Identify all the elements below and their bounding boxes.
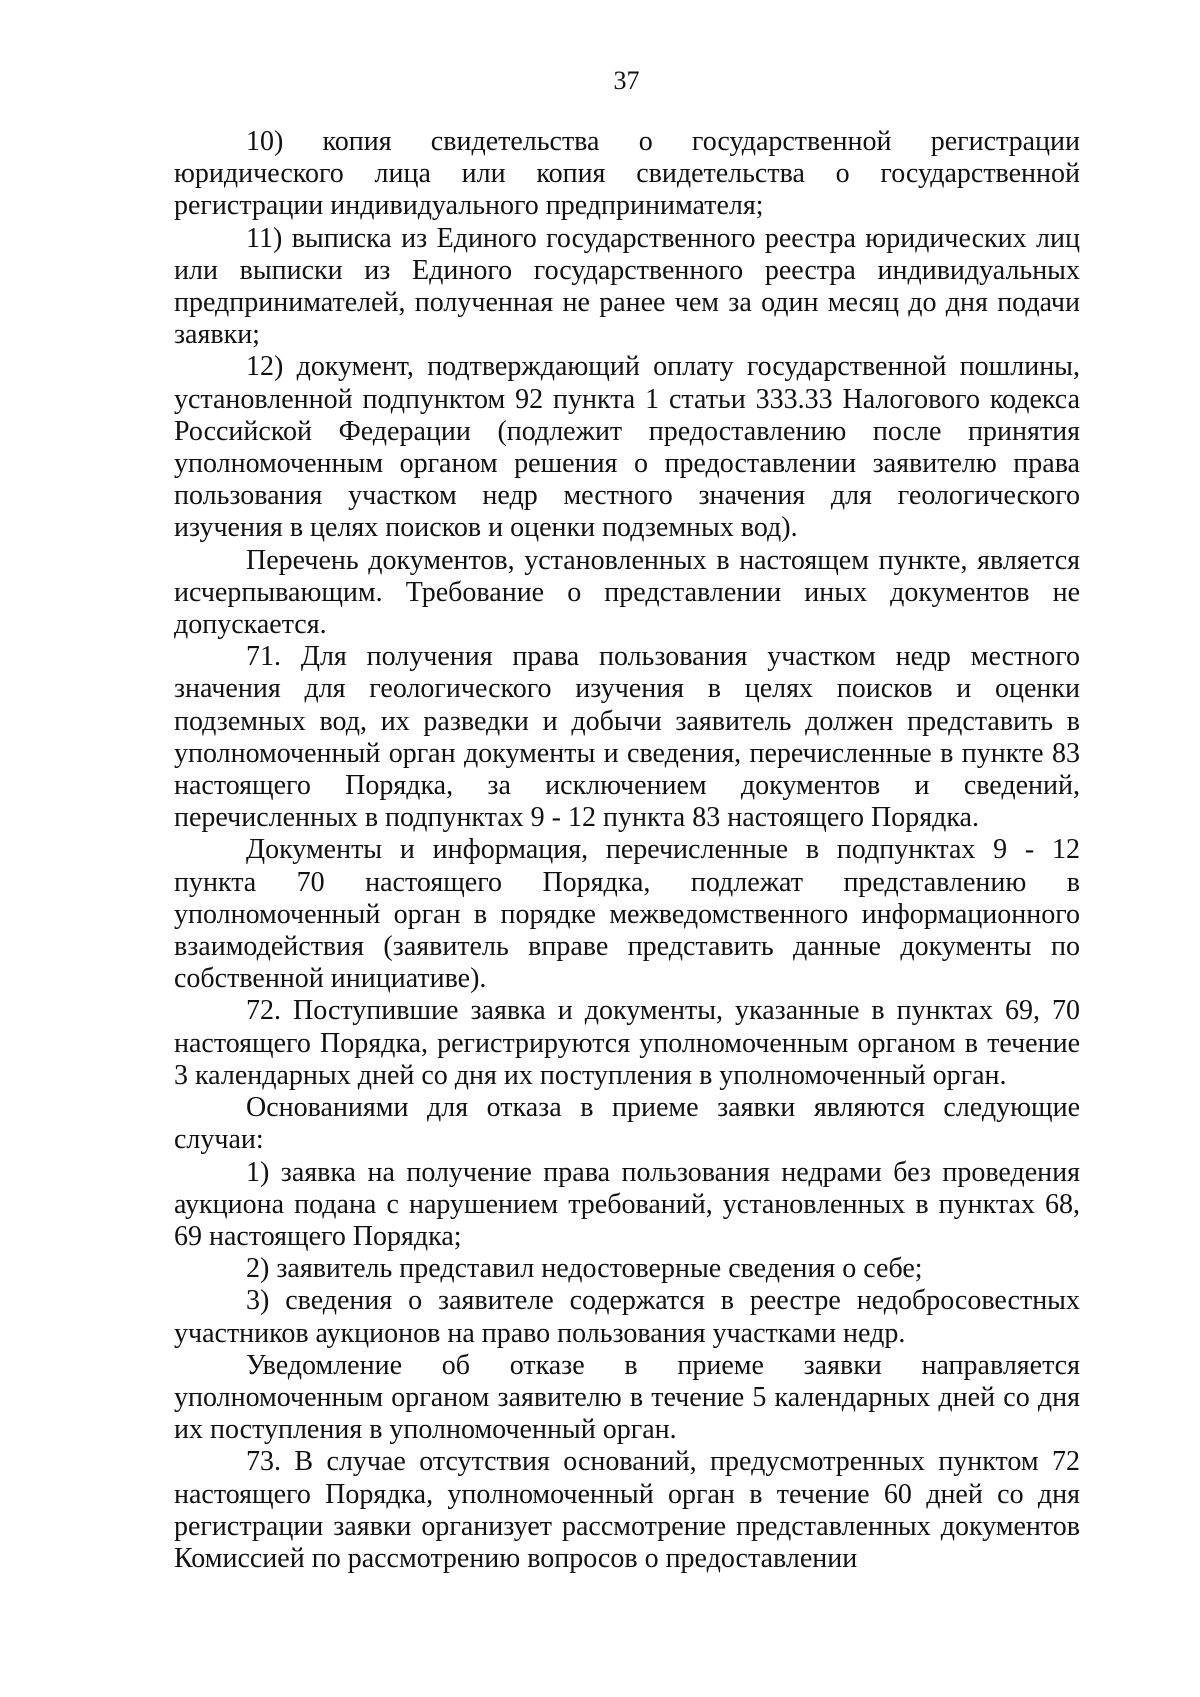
paragraph-refusal-notice: Уведомление об отказе в приеме заявки направляется уполномоченным органом заявителю в течение 5 календарных дней со дня их поступления в уполномоченный орган.: [174, 1349, 1080, 1446]
document-body: [174, 126, 1080, 1575]
paragraph-refusal-1: 1) заявка на получение права пользования недрами без проведения аукциона подана с нарушением требований, установленных в пунктах 68, 69 настоящего Порядка;: [174, 1156, 1080, 1252]
paragraph-item-11: 11) выписка из Единого государственного реестра юридических лиц или выписки из Единого государственного реестра индивидуальных предпринимателей, полученная не ранее чем за один месяц до дня подачи заявки;: [174, 222, 1080, 351]
paragraph-refusal-grounds: Основаниями для отказа в приеме заявки являются следующие случаи:: [174, 1092, 1080, 1156]
paragraph-refusal-3: 3) сведения о заявителе содержатся в реестре недобросовестных участников аукционов на право пользования участками недр.: [174, 1285, 1080, 1349]
paragraph-refusal-2: 2) заявитель представил недостоверные сведения о себе;: [246, 1253, 923, 1285]
paragraph-clause-72: 72. Поступившие заявка и документы, указанные в пунктах 69, 70 настоящего Порядка, регистрируются уполномоченным органом в течение 3 календарных дней со дня их поступления в уполномоченный орган.: [174, 995, 1080, 1091]
paragraph-exhaustive-list: Перечень документов, установленных в настоящем пункте, является исчерпывающим. Требование о представлении иных документов не допускается.: [174, 544, 1080, 641]
paragraph-item-12: 12) документ, подтверждающий оплату государственной пошлины, установленной подпунктом 92 пункта 1 статьи 333.33 Налогового кодекса Российской Федерации (подлежит предоставлению после принятия уполномоченным органом решения о предоставлении заявителю права пользования участком недр местного значения для геологического изучения в целях поисков и оценки подземных вод).: [174, 351, 1080, 544]
paragraph-interagency: Документы и информация, перечисленные в подпунктах 9 - 12 пункта 70 настоящего Порядка, подлежат представлению в уполномоченный орган в порядке межведомственного информационного взаимодействия (заявитель вправе представить данные документы по собственной инициативе).: [174, 834, 1080, 995]
page-number: 37: [613, 66, 640, 95]
paragraph-item-10: 10) копия свидетельства о государственной регистрации юридического лица или копия свидетельства о государственной регистрации индивидуального предпринимателя;: [174, 126, 1080, 222]
paragraph-clause-71: 71. Для получения права пользования участком недр местного значения для геологического изучения в целях поисков и оценки подземных вод, их разведки и добычи заявитель должен представить в уполномоченный орган документы и сведения, перечисленные в пункте 83 настоящего Порядка, за исключением документов и сведений, перечисленных в подпунктах 9 - 12 пункта 83 настоящего Порядка.: [174, 641, 1080, 834]
paragraph-clause-73: 73. В случае отсутствия оснований, предусмотренных пунктом 72 настоящего Порядка, уполномоченный орган в течение 60 дней со дня регистрации заявки организует рассмотрение представленных документов Комиссией по рассмотрению вопросов о предоставлении: [174, 1446, 1080, 1574]
